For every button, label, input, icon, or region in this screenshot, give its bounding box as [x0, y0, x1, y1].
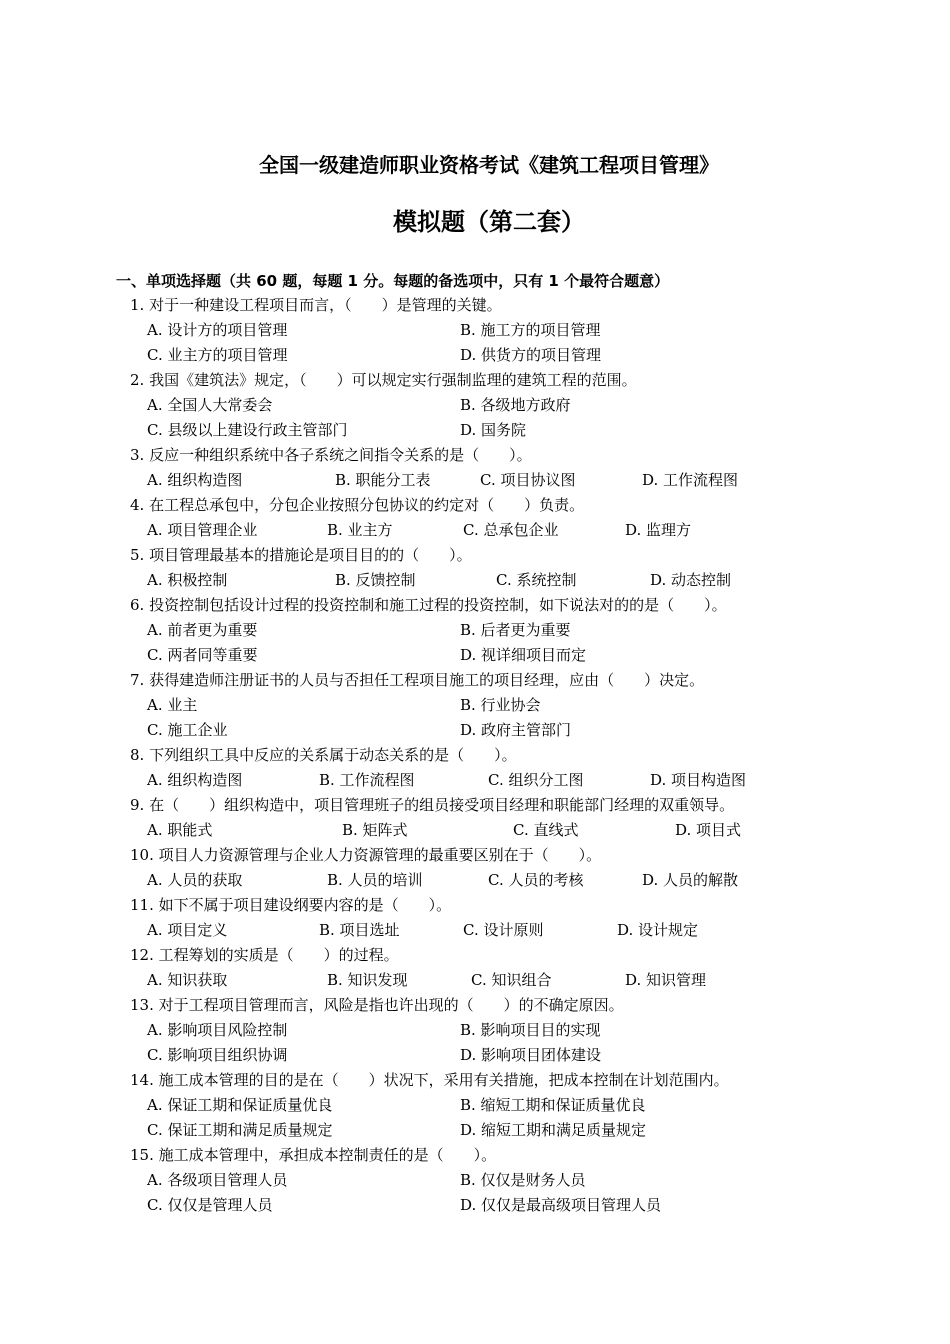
option-row [130, 418, 930, 443]
answer-option: A. 职能式 [147, 821, 213, 839]
answer-option: D. 知识管理 [625, 971, 707, 989]
answer-option: C. 知识组合 [471, 971, 552, 989]
option-row [130, 768, 930, 793]
answer-option: B. 业主方 [327, 521, 393, 539]
question-stem: 8. 下列组织工具中反应的关系属于动态关系的是（ ）。 [130, 746, 517, 764]
question-item [130, 893, 930, 943]
option-row [130, 968, 930, 993]
question-stem: 15. 施工成本管理中，承担成本控制责任的是（ ）。 [130, 1146, 497, 1164]
question-stem: 13. 对于工程项目管理而言，风险是指也许出现的（ ）的不确定原因。 [130, 996, 624, 1014]
answer-option: B. 反馈控制 [335, 571, 416, 589]
question-item [130, 293, 930, 368]
document-title: 全国一级建造师职业资格考试《建筑工程项目管理》 [259, 153, 719, 177]
option-row [130, 393, 930, 418]
answer-option: D. 工作流程图 [642, 471, 739, 489]
answer-option: B. 项目选址 [319, 921, 400, 939]
question-item [130, 593, 930, 668]
answer-option: B. 工作流程图 [319, 771, 415, 789]
question-stem: 9. 在（ ）组织构造中，项目管理班子的组员接受项目经理和职能部门经理的双重领导。 [130, 796, 735, 814]
question-stem: 5. 项目管理最基本的措施论是项目目的的（ ）。 [130, 546, 472, 564]
answer-option: D. 视详细项目而定 [460, 646, 587, 664]
question-item [130, 443, 930, 493]
answer-option: C. 组织分工图 [488, 771, 584, 789]
answer-option: A. 组织构造图 [147, 471, 243, 489]
question-stem: 7. 获得建造师注册证书的人员与否担任工程项目施工的项目经理，应由（ ）决定。 [130, 671, 705, 689]
question-item [130, 743, 930, 793]
answer-option: D. 人员的解散 [642, 871, 739, 889]
answer-option: B. 职能分工表 [335, 471, 431, 489]
answer-option: C. 县级以上建设行政主管部门 [147, 421, 348, 439]
answer-option: A. 影响项目风险控制 [147, 1021, 288, 1039]
answer-option: C. 仅仅是管理人员 [147, 1196, 273, 1214]
option-row [130, 918, 930, 943]
question-stem: 2. 我国《建筑法》规定，（ ）可以规定实行强制监理的建筑工程的范围。 [130, 371, 637, 389]
option-row [130, 1093, 930, 1118]
answer-option: D. 缩短工期和满足质量规定 [460, 1121, 647, 1139]
answer-option: B. 后者更为重要 [460, 621, 571, 639]
answer-option: C. 项目协议图 [480, 471, 576, 489]
question-item [130, 1068, 930, 1143]
answer-option: D. 监理方 [625, 521, 692, 539]
option-row [130, 468, 930, 493]
answer-option: B. 各级地方政府 [460, 396, 571, 414]
question-stem: 12. 工程筹划的实质是（ ）的过程。 [130, 946, 399, 964]
answer-option: C. 直线式 [513, 821, 579, 839]
answer-option: C. 两者同等重要 [147, 646, 258, 664]
answer-option: D. 供货方的项目管理 [460, 346, 602, 364]
answer-option: D. 仅仅是最高级项目管理人员 [460, 1196, 662, 1214]
question-stem: 3. 反应一种组织系统中各子系统之间指令关系的是（ ）。 [130, 446, 532, 464]
option-row [130, 868, 930, 893]
option-row [130, 718, 930, 743]
option-row [130, 318, 930, 343]
question-item [130, 668, 930, 743]
question-stem: 1. 对于一种建设工程项目而言，（ ）是管理的关键。 [130, 296, 502, 314]
answer-option: D. 项目构造图 [650, 771, 747, 789]
question-list [130, 293, 930, 1218]
answer-option: C. 设计原则 [463, 921, 544, 939]
answer-option: A. 业主 [147, 696, 198, 714]
question-stem: 11. 如下不属于项目建设纲要内容的是（ ）。 [130, 896, 452, 914]
question-stem: 4. 在工程总承包中，分包企业按照分包协议的约定对（ ）负责。 [130, 496, 585, 514]
option-row [130, 1193, 930, 1218]
answer-option: B. 矩阵式 [342, 821, 408, 839]
answer-option: C. 保证工期和满足质量规定 [147, 1121, 333, 1139]
option-row [130, 518, 930, 543]
document-subtitle: 模拟题（第二套） [393, 208, 585, 236]
answer-option: A. 各级项目管理人员 [147, 1171, 288, 1189]
option-row [130, 643, 930, 668]
question-item [130, 543, 930, 593]
answer-option: A. 积极控制 [147, 571, 228, 589]
answer-option: A. 项目管理企业 [147, 521, 258, 539]
question-item [130, 793, 930, 843]
answer-option: A. 前者更为重要 [147, 621, 258, 639]
answer-option: A. 保证工期和保证质量优良 [147, 1096, 333, 1114]
answer-option: B. 施工方的项目管理 [460, 321, 601, 339]
question-stem: 14. 施工成本管理的目的是在（ ）状况下，采用有关措施，把成本控制在计划范围内。 [130, 1071, 729, 1089]
answer-option: D. 政府主管部门 [460, 721, 572, 739]
option-row [130, 1043, 930, 1068]
answer-option: A. 知识获取 [147, 971, 228, 989]
answer-option: C. 总承包企业 [463, 521, 559, 539]
question-item [130, 993, 930, 1068]
question-item [130, 943, 930, 993]
option-row [130, 1168, 930, 1193]
answer-option: D. 动态控制 [650, 571, 732, 589]
answer-option: A. 设计方的项目管理 [147, 321, 288, 339]
answer-option: C. 业主方的项目管理 [147, 346, 288, 364]
answer-option: A. 组织构造图 [147, 771, 243, 789]
answer-option: D. 设计规定 [617, 921, 699, 939]
question-stem: 6. 投资控制包括设计过程的投资控制和施工过程的投资控制，如下说法对的的是（ ）。 [130, 596, 727, 614]
answer-option: D. 影响项目团体建设 [460, 1046, 602, 1064]
answer-option: B. 缩短工期和保证质量优良 [460, 1096, 646, 1114]
option-row [130, 818, 930, 843]
question-stem: 10. 项目人力资源管理与企业人力资源管理的最重要区别在于（ ）。 [130, 846, 602, 864]
option-row [130, 343, 930, 368]
question-item [130, 493, 930, 543]
answer-option: C. 人员的考核 [488, 871, 584, 889]
answer-option: B. 知识发现 [327, 971, 408, 989]
answer-option: B. 人员的培训 [327, 871, 423, 889]
answer-option: D. 项目式 [675, 821, 742, 839]
answer-option: B. 仅仅是财务人员 [460, 1171, 586, 1189]
answer-option: B. 影响项目目的实现 [460, 1021, 601, 1039]
option-row [130, 1118, 930, 1143]
answer-option: C. 影响项目组织协调 [147, 1046, 288, 1064]
answer-option: A. 人员的获取 [147, 871, 243, 889]
answer-option: A. 全国人大常委会 [147, 396, 273, 414]
option-row [130, 1018, 930, 1043]
option-row [130, 693, 930, 718]
answer-option: C. 系统控制 [496, 571, 577, 589]
question-item [130, 843, 930, 893]
option-row [130, 618, 930, 643]
answer-option: C. 施工企业 [147, 721, 228, 739]
question-item [130, 1143, 930, 1218]
answer-option: A. 项目定义 [147, 921, 228, 939]
option-row [130, 568, 930, 593]
section-heading: 一、单项选择题（共 60 题，每题 1 分。每题的备选项中，只有 1 个最符合题意） [116, 272, 670, 290]
question-item [130, 368, 930, 443]
answer-option: B. 行业协会 [460, 696, 541, 714]
answer-option: D. 国务院 [460, 421, 527, 439]
